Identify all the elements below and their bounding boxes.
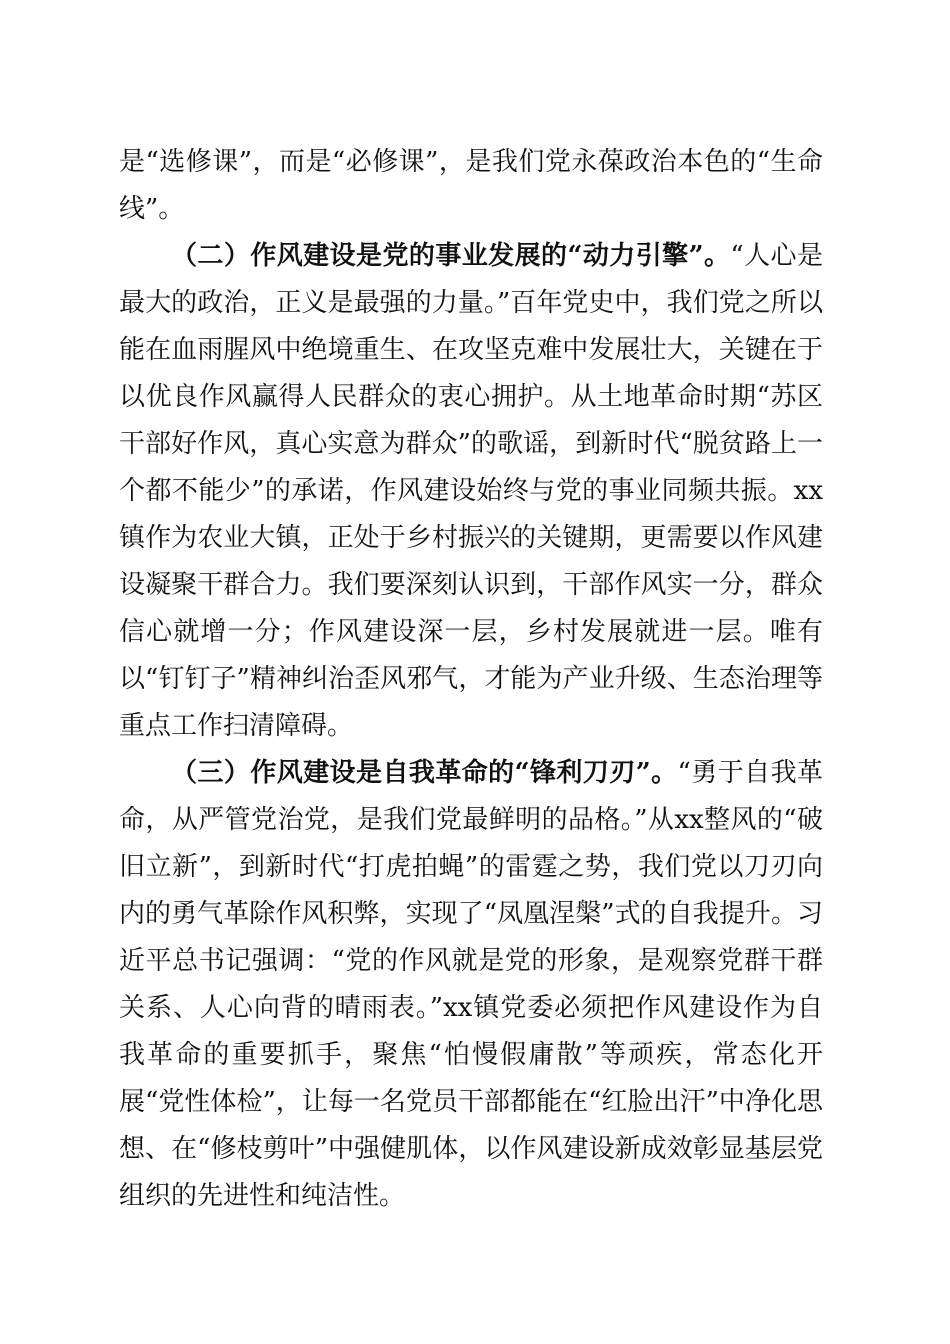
section-heading-3: （三）作风建设是自我革命的“锋利刀刃”。 [171,758,678,788]
paragraph-section-3 [119,750,823,1220]
paragraph-section-2 [119,233,823,750]
paragraph-body: 是“选修课”，而是“必修课”，是我们党永葆政治本色的“生命线”。 [119,147,823,224]
paragraph-body: “勇于自我革命，从严管党治党，是我们党最鲜明的品格。”从xx整风的“破旧立新”，到新时代“打虎拍蝇”的雷霆之势，我们党以刀刃向内的勇气革除作风积弊，实现了“凤凰涅槃”式的自我提升。习近平总书记强调：“党的作风就是党的形象，是观察党群干群关系、人心向背的晴雨表。”xx镇党委必须把作风建设作为自我革命的重要抓手，聚焦“怕慢假庸散”等顽疾，常态化开展“党性体检”，让每一名党员干部都能在“红脸出汗”中净化思想、在“修枝剪叶”中强健肌体，以作风建设新成效彰显基层党组织的先进性和纯洁性。 [119,758,823,1211]
paragraph-body: “人心是最大的政治，正义是最强的力量。”百年党史中，我们党之所以能在血雨腥风中绝境重生、在攻坚克难中发展壮大，关键在于以优良作风赢得人民群众的衷心拥护。从土地革命时期“苏区干部好作风，真心实意为群众”的歌谣，到新时代“脱贫路上一个都不能少”的承诺，作风建设始终与党的事业同频共振。xx镇作为农业大镇，正处于乡村振兴的关键期，更需要以作风建设凝聚干群合力。我们要深刻认识到，干部作风实一分，群众信心就增一分；作风建设深一层，乡村发展就进一层。唯有以“钉钉子”精神纠治歪风邪气，才能为产业升级、生态治理等重点工作扫清障碍。 [119,241,823,741]
paragraph-continuation [119,139,823,233]
section-heading-2: （二）作风建设是党的事业发展的“动力引擎”。 [171,241,731,271]
body-text [119,139,823,1220]
